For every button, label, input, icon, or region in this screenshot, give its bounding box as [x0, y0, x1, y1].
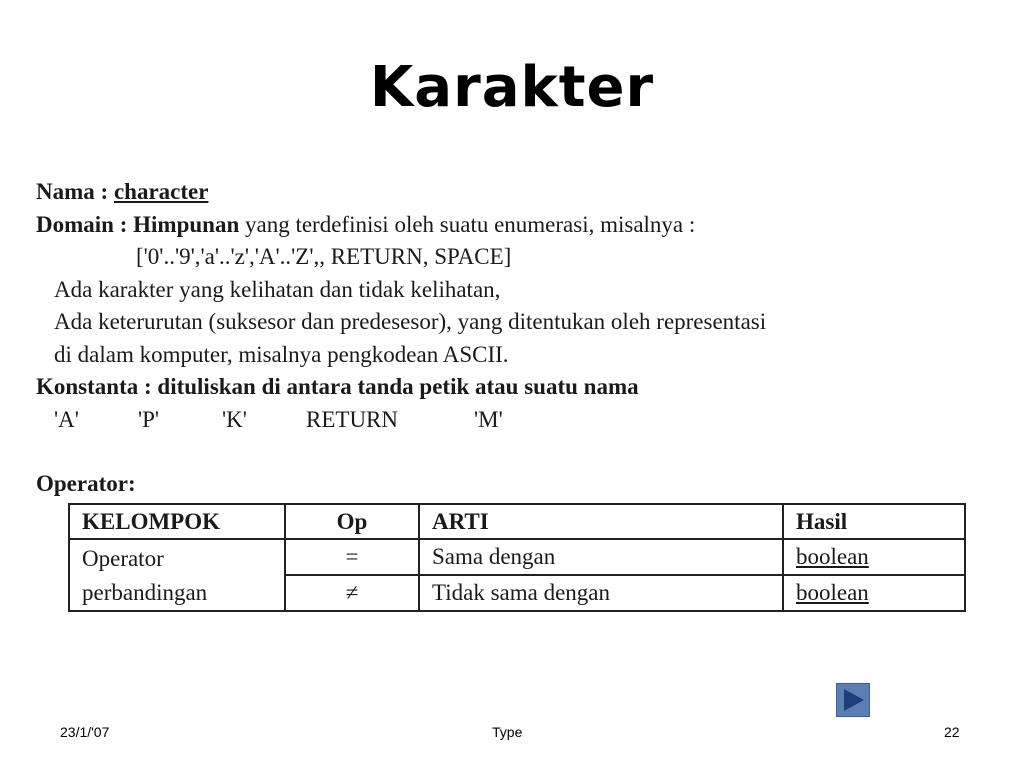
footer-center: Type	[492, 724, 523, 740]
slide-title: Karakter	[369, 55, 655, 120]
constant-item: 'K'	[222, 406, 247, 432]
nama-value: character	[113, 179, 209, 204]
footer-date: 23/1/'07	[60, 724, 110, 740]
op-cell: =	[285, 539, 419, 575]
domain-rest: yang terdefinisi oleh suatu enumerasi, misalnya :	[239, 211, 696, 237]
group-cell	[69, 539, 285, 611]
header-kelompok: KELOMPOK	[69, 504, 285, 539]
group-line-1: Operator	[82, 546, 164, 571]
line-visible: Ada karakter yang kelihatan dan tidak kelihatan,	[54, 276, 501, 302]
header-hasil: Hasil	[783, 504, 965, 539]
hasil-cell: boolean	[783, 539, 965, 575]
constant-item: 'A'	[54, 406, 79, 432]
group-line-2: perbandingan	[82, 580, 208, 605]
line-order: Ada keterurutan (suksesor dan predesesor), yang ditentukan oleh representasi	[54, 309, 767, 334]
constant-item: RETURN	[306, 406, 398, 432]
konstanta-line: Konstanta : dituliskan di antara tanda petik atau suatu nama	[36, 374, 639, 399]
hasil-cell: boolean	[783, 575, 965, 611]
line-ascii: di dalam komputer, misalnya pengkodean ASCII.	[54, 341, 509, 367]
slide-body	[36, 176, 976, 501]
nama-line	[36, 176, 976, 209]
header-arti: ARTI	[419, 504, 783, 539]
domain-bold: Himpunan	[133, 211, 240, 237]
constant-item: 'P'	[138, 406, 160, 432]
arti-cell: Tidak sama dengan	[419, 575, 783, 611]
spacer	[36, 436, 976, 468]
constants-line	[36, 404, 976, 437]
footer-page-number: 22	[944, 724, 960, 740]
arti-cell: Sama dengan	[419, 539, 783, 575]
table-row	[69, 539, 965, 575]
next-slide-button[interactable]	[836, 683, 870, 717]
op-cell: ≠	[285, 575, 419, 611]
play-next-icon	[837, 684, 869, 716]
constant-item: 'M'	[474, 406, 503, 432]
header-op: Op	[285, 504, 419, 539]
operator-table	[68, 503, 966, 612]
domain-line	[36, 209, 976, 242]
domain-set: ['0'..'9','a'..'z','A'..'Z',, RETURN, SPACE]	[136, 244, 512, 269]
operator-label: Operator:	[36, 471, 136, 496]
nama-label: Nama :	[36, 179, 114, 204]
domain-label: Domain :	[36, 211, 134, 237]
table-header-row	[69, 504, 965, 539]
